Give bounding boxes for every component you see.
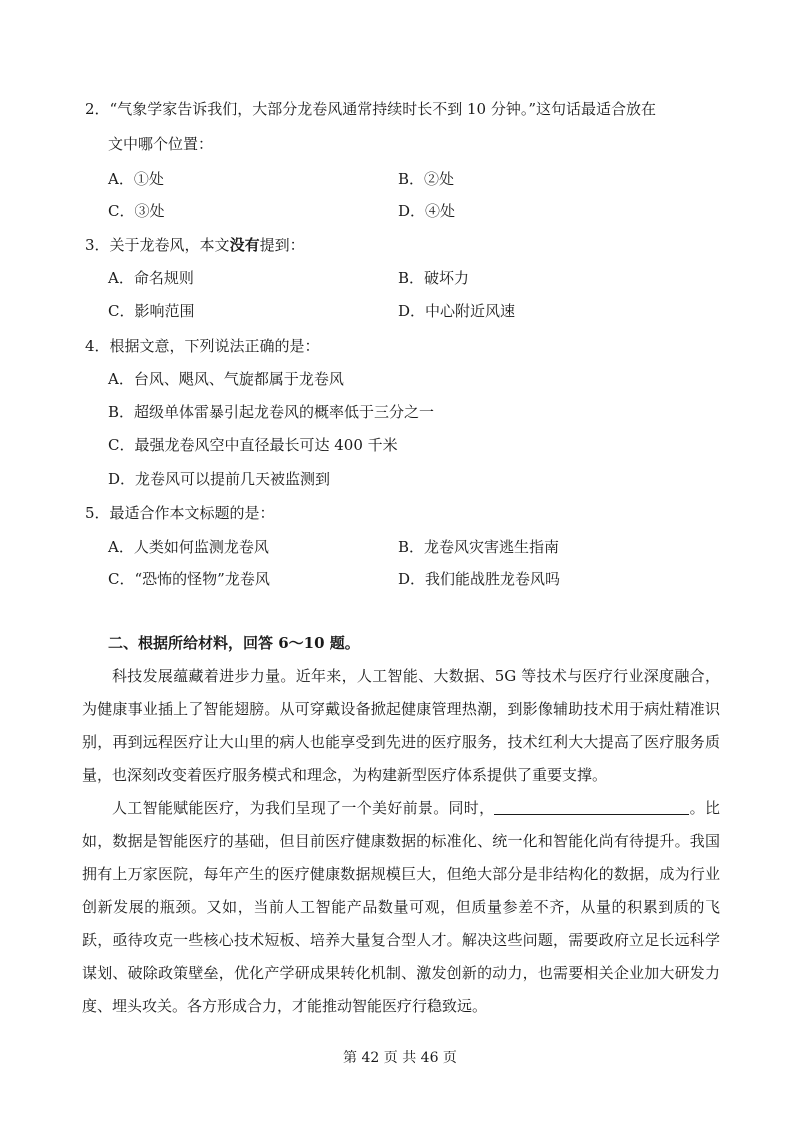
question-4-text: 根据文意，下列说法正确的是：	[109, 337, 320, 355]
question-3-number: 3．	[85, 236, 110, 254]
question-3-option-a[interactable]: A．命名规则	[108, 269, 194, 287]
question-2-stem	[85, 99, 656, 119]
material-text	[82, 660, 720, 1023]
paragraph-2-lead: 人工智能赋能医疗，为我们呈现了一个美好前景。同时，	[112, 799, 495, 817]
section-heading: 二、根据所给材料，回答 6～10 题。	[108, 634, 360, 652]
question-2-option-a[interactable]: A．①处	[108, 170, 164, 188]
question-5-number: 5．	[85, 504, 110, 522]
question-4-option-b[interactable]: B．超级单体雷暴引起龙卷风的概率低于三分之一	[108, 403, 435, 421]
question-4-number: 4．	[85, 337, 110, 355]
question-3-text-emphasis: 没有	[229, 236, 260, 254]
question-4-option-d[interactable]: D．龙卷风可以提前几天被监测到	[108, 470, 331, 488]
question-3-option-b[interactable]: B．破坏力	[398, 269, 470, 287]
question-4-option-c[interactable]: C．最强龙卷风空中直径最长可达 400 千米	[108, 436, 398, 454]
question-2-stem-continued: 文中哪个位置：	[108, 135, 214, 153]
question-5-option-a[interactable]: A．人类如何监测龙卷风	[108, 538, 269, 556]
question-5-option-c[interactable]: C．“恐怖的怪物”龙卷风	[108, 570, 270, 588]
question-5-text: 最适合作本文标题的是：	[109, 504, 275, 522]
question-3-stem	[85, 235, 305, 255]
question-4-option-a[interactable]: A．台风、飓风、气旋都属于龙卷风	[108, 370, 344, 388]
material-paragraph-2	[82, 792, 720, 1023]
paragraph-2-rest: 。比如，数据是智能医疗的基础，但目前医疗健康数据的标准化、统一化和智能化尚有待提升。我国拥有上万家医院，每年产生的医疗健康数据规模巨大，但绝大部分是非结构化的数据，成为行业创新发展的瓶颈。又如，当前人工智能产品数量可观，但质量参差不齐，从量的积累到质的飞跃，亟待攻克一些核心技术短板、培养大量复合型人才。解决这些问题，需要政府立足长远科学谋划、破除政策壁垒，优化产学研成果转化机制、激发创新的动力，也需要相关企业加大研发力度、埋头攻关。各方形成合力，才能推动智能医疗行稳致远。	[82, 799, 720, 1015]
question-5-stem	[85, 503, 275, 523]
material-paragraph-1: 科技发展蕴藏着进步力量。近年来，人工智能、大数据、5G 等技术与医疗行业深度融合，为健康事业插上了智能翅膀。从可穿戴设备掀起健康管理热潮，到影像辅助技术用于病灶精准识别，再到远程医疗让大山里的病人也能享受到先进的医疗服务，技术红利大大提高了医疗服务质量，也深刻改变着医疗服务模式和理念，为构建新型医疗体系提供了重要支撑。	[82, 667, 720, 784]
question-2-text: “气象学家告诉我们，大部分龙卷风通常持续时长不到 10 分钟。”这句话最适合放在	[109, 100, 657, 118]
question-5-option-d[interactable]: D．我们能战胜龙卷风吗	[398, 570, 561, 588]
question-3-text-post: 提到：	[259, 236, 305, 254]
question-3-option-c[interactable]: C．影响范围	[108, 302, 195, 320]
question-3-option-d[interactable]: D．中心附近风速	[398, 302, 516, 320]
question-2-number: 2．	[85, 100, 110, 118]
page-footer: 第 42 页 共 46 页	[343, 1050, 457, 1066]
question-3-text-pre: 关于龙卷风，本文	[109, 236, 230, 254]
question-2-option-d[interactable]: D．④处	[398, 202, 456, 220]
question-2-option-b[interactable]: B．②处	[398, 170, 455, 188]
question-4-stem	[85, 336, 320, 356]
question-5-option-b[interactable]: B．龙卷风灾害逃生指南	[398, 538, 560, 556]
fill-in-blank	[494, 799, 689, 815]
question-2-option-c[interactable]: C．③处	[108, 202, 165, 220]
